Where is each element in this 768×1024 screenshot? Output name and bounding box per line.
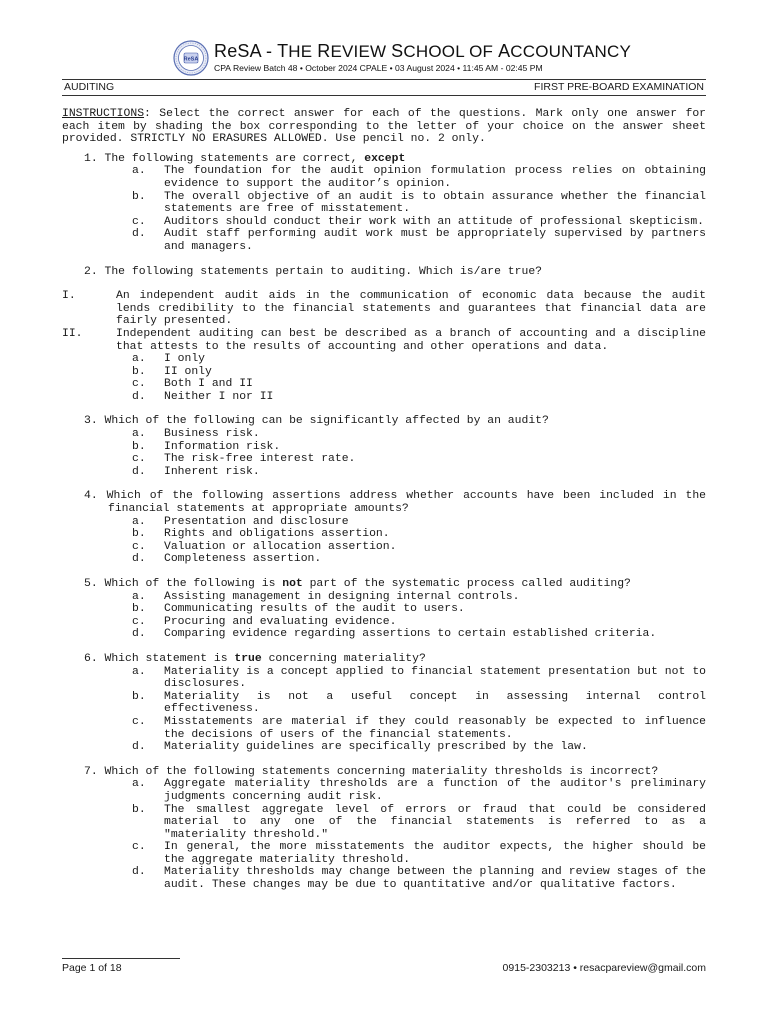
option-letter: b. <box>132 190 146 203</box>
option-letter: c. <box>132 540 146 553</box>
spacer <box>62 278 706 290</box>
option-text: Materiality is not a useful concept in assessing internal control effectiveness. <box>164 690 706 716</box>
option-text: The foundation for the audit opinion formulation process relies on obtaining evidence to support the auditor’s opinion. <box>164 165 706 190</box>
option-text: Assisting management in designing internal controls. <box>164 590 520 603</box>
question-stem <box>62 415 706 428</box>
answer-option <box>132 428 706 441</box>
exam-content <box>62 108 706 904</box>
option-text: The overall objective of an audit is to obtain assurance whether the financial statements are free of misstatement. <box>164 190 706 216</box>
question-text: Which of the following assertions address whether accounts have been included in the financial statements at appropriate amounts? <box>106 490 706 516</box>
subject-bar <box>62 79 706 96</box>
answer-option <box>132 666 706 691</box>
question-5 <box>62 578 706 641</box>
answer-option <box>132 516 706 529</box>
question-text: part of the systematic process called auditing? <box>302 578 631 590</box>
option-letter: a. <box>132 165 146 178</box>
option-text: Neither I nor II <box>164 390 274 403</box>
answer-option <box>132 228 706 253</box>
option-letter: c. <box>132 378 146 391</box>
option-letter: c. <box>132 453 146 466</box>
school-title: ReSA - THE REVIEW SCHOOL OF ACCOUNTANCY <box>214 41 631 61</box>
answer-option <box>132 378 706 391</box>
option-text: Auditors should conduct their work with an attitude of professional skepticism. <box>164 215 705 228</box>
exam-label: FIRST PRE-BOARD EXAMINATION <box>534 81 704 93</box>
option-text: In general, the more misstatements the auditor expects, the higher should be the aggregate materiality threshold. <box>164 841 706 866</box>
option-letter: d. <box>132 228 146 241</box>
option-text: Materiality thresholds may change between the planning and review stages of the audit. These changes may be due to quantitative and/or qualitative factors. <box>164 866 706 892</box>
answer-option <box>132 391 706 404</box>
option-text: Presentation and disclosure <box>164 515 349 528</box>
footer-rule <box>62 958 180 959</box>
answer-option <box>132 441 706 454</box>
answer-option <box>132 778 706 803</box>
option-letter: d. <box>132 741 146 754</box>
statement-numeral: II. <box>62 327 83 340</box>
answer-option <box>132 353 706 366</box>
question-emphasis: true <box>234 652 262 665</box>
question-number: 5. <box>84 578 98 590</box>
option-letter: c. <box>132 615 146 628</box>
option-letter: d. <box>132 553 146 566</box>
answer-option <box>132 603 706 616</box>
question-number: 1. <box>84 152 98 165</box>
answer-option <box>132 553 706 566</box>
page-header <box>62 40 706 78</box>
instructions-text: : Select the correct answer for each of the questions. Mark only one answer for each item by shading the box corresponding to the letter of your choice on the answer sheet provided. STRICTLY NO ERASURES ALLOWED. Use pencil no. 2 only. <box>62 108 706 146</box>
option-text: Completeness assertion. <box>164 553 322 566</box>
option-text: Procuring and evaluating evidence. <box>164 615 397 628</box>
option-letter: a. <box>132 515 146 528</box>
question-2 <box>62 266 706 404</box>
question-number: 7. <box>84 765 98 778</box>
answer-option <box>132 866 706 891</box>
exam-subtitle: CPA Review Batch 48 • October 2024 CPALE • 03 August 2024 • 11:45 AM - 02:45 PM <box>214 63 543 73</box>
question-stem <box>62 153 706 166</box>
answer-option <box>132 453 706 466</box>
option-text: Aggregate materiality thresholds are a function of the auditor's preliminary judgments concerning audit risk. <box>164 778 706 803</box>
question-number: 6. <box>84 652 98 665</box>
instructions-label: INSTRUCTIONS <box>62 108 145 120</box>
question-number: 4. <box>84 490 98 503</box>
question-6 <box>62 653 706 754</box>
question-1 <box>62 153 706 254</box>
question-emphasis: not <box>282 578 303 590</box>
answer-option <box>132 591 706 604</box>
option-text: Inherent risk. <box>164 465 260 478</box>
answer-option <box>132 841 706 866</box>
option-letter: a. <box>132 590 146 603</box>
roman-statement <box>62 290 706 328</box>
option-text: Audit staff performing audit work must be appropriately supervised by partners and managers. <box>164 228 706 253</box>
answer-option <box>132 216 706 229</box>
option-letter: b. <box>132 365 146 378</box>
question-text: The following statements pertain to auditing. Which is/are true? <box>104 265 542 278</box>
question-3 <box>62 415 706 478</box>
option-text: The smallest aggregate level of errors or fraud that could be considered material to any one of the financial statements is referred to as a "materiality threshold." <box>164 803 706 841</box>
answer-option <box>132 528 706 541</box>
option-text: The risk-free interest rate. <box>164 453 356 466</box>
question-emphasis: except <box>364 152 406 165</box>
statement-numeral: I. <box>62 290 76 303</box>
subject-label: AUDITING <box>64 81 115 93</box>
question-text: Which statement is <box>104 652 235 665</box>
answer-option <box>132 541 706 554</box>
option-text: Information risk. <box>164 440 281 453</box>
option-letter: d. <box>132 390 146 403</box>
question-4 <box>62 490 706 566</box>
option-text: I only <box>164 353 206 366</box>
option-text: Business risk. <box>164 428 260 441</box>
question-stem <box>62 653 706 666</box>
question-text: Which of the following can be significantly affected by an audit? <box>104 415 549 428</box>
option-letter: c. <box>132 841 146 854</box>
svg-text:ReSA: ReSA <box>183 56 199 63</box>
answer-option <box>132 165 706 190</box>
answer-option <box>132 466 706 479</box>
option-letter: a. <box>132 665 146 678</box>
option-letter: a. <box>132 428 146 441</box>
option-letter: d. <box>132 465 146 478</box>
answer-option <box>132 616 706 629</box>
option-letter: b. <box>132 440 146 453</box>
option-text: Both I and II <box>164 378 253 391</box>
statement-text: Independent auditing can best be described as a branch of accounting and a discipline that attests to the results of accounting and other operations and data. <box>116 327 706 353</box>
option-text: II only <box>164 365 212 378</box>
answer-option <box>132 716 706 741</box>
option-text: Misstatements are material if they could reasonably be expected to influence the decisions of users of the financial statements. <box>164 715 706 741</box>
question-stem <box>62 578 706 591</box>
question-7 <box>62 766 706 892</box>
answer-option <box>132 741 706 754</box>
question-text: Which of the following statements concerning materiality thresholds is incorrect? <box>104 765 659 778</box>
option-text: Communicating results of the audit to users. <box>164 603 465 616</box>
question-stem <box>62 266 706 279</box>
question-text: Which of the following is <box>104 578 283 590</box>
option-letter: b. <box>132 528 146 541</box>
question-number: 2. <box>84 265 98 278</box>
option-text: Comparing evidence regarding assertions to certain established criteria. <box>164 628 657 641</box>
option-letter: d. <box>132 628 146 641</box>
question-stem <box>62 490 706 515</box>
question-number: 3. <box>84 415 98 428</box>
option-text: Materiality guidelines are specifically prescribed by the law. <box>164 741 588 754</box>
option-text: Materiality is a concept applied to financial statement presentation but not to disclosures. <box>164 665 706 691</box>
option-letter: b. <box>132 803 146 816</box>
option-letter: b. <box>132 690 146 703</box>
contact-info: 0915-2303213 • resacpareview@gmail.com <box>502 962 706 974</box>
answer-option <box>132 628 706 641</box>
answer-option <box>132 804 706 842</box>
question-list <box>62 153 706 892</box>
option-text: Valuation or allocation assertion. <box>164 540 397 553</box>
option-letter: a. <box>132 778 146 791</box>
option-letter: d. <box>132 866 146 879</box>
question-text: concerning materiality? <box>261 652 426 665</box>
option-letter: a. <box>132 353 146 366</box>
answer-option <box>132 191 706 216</box>
option-letter: c. <box>132 715 146 728</box>
page-number: Page 1 of 18 <box>62 962 122 974</box>
instructions <box>62 108 706 146</box>
option-letter: c. <box>132 215 146 228</box>
question-stem <box>62 766 706 779</box>
option-text: Rights and obligations assertion. <box>164 528 390 541</box>
answer-option <box>132 366 706 379</box>
school-seal-logo <box>173 40 209 76</box>
answer-option <box>132 691 706 716</box>
roman-statement <box>62 328 706 353</box>
option-letter: b. <box>132 603 146 616</box>
question-text: The following statements are correct, <box>104 152 365 165</box>
statement-text: An independent audit aids in the communication of economic data because the audit lends credibility to the financial statements and guarantees that financial data are fairly presented. <box>116 290 706 328</box>
